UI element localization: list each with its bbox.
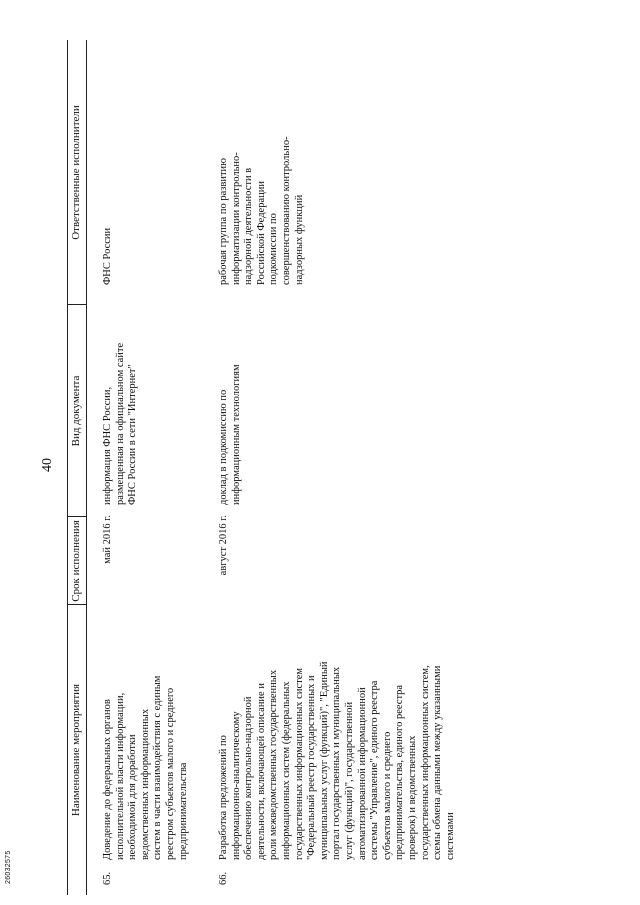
text-line: предпринимательства, единого реестра [394, 684, 406, 860]
rotated-table-page [40, 25, 610, 895]
text-line: ФНС России [102, 227, 113, 285]
text-line: информация ФНС России, [102, 386, 113, 505]
text-line: совершенствованию контрольно- [280, 136, 292, 285]
text-line: системами [444, 812, 456, 860]
text-line: информационным технологиям [230, 364, 242, 505]
text-line: услуг (функций)", государственной [343, 701, 355, 860]
text-line: портал государственных и муниципальных [331, 666, 343, 860]
header-bottom-rule [86, 40, 87, 895]
text-line: информационных систем (федеральных [280, 681, 292, 860]
text-line: надзорных функций [293, 194, 305, 285]
row-66-name [218, 600, 457, 860]
text-line: государственных информационных систем, [419, 665, 431, 860]
row-66-doc-type [218, 305, 243, 505]
text-line: схемы обмена данными между указанными [432, 665, 444, 860]
row-65-name [102, 605, 190, 860]
text-line: ведомственных информационных [139, 708, 151, 860]
text-line: информатизации контрольно- [230, 152, 242, 285]
row-65-deadline: май 2016 г. [102, 515, 113, 564]
text-line: ФНС России в сети "Интернет" [127, 364, 139, 505]
text-line: автоматизированной информационной [356, 687, 368, 860]
row-number: 66. [218, 871, 229, 885]
header-name: Наименование мероприятия [70, 683, 82, 817]
text-line: проверок) и ведомственных [406, 735, 418, 860]
text-line: Российской Федерации [255, 181, 267, 285]
document-stamp: 26032575 [5, 850, 12, 884]
header-deadline: Срок исполнения [70, 520, 82, 602]
text-line: "Федеральный реестр государственных и [306, 675, 318, 860]
text-line: надзорной деятельности в [243, 167, 255, 285]
text-line: системы "Управление", единого реестра [369, 680, 381, 860]
row-65-executors [102, 45, 115, 285]
text-line: доклад в подкомиссию по [218, 389, 229, 505]
text-line: роли межведомственных государственных [268, 669, 280, 860]
row-65-doc-type [102, 305, 140, 505]
row-number: 65. [102, 871, 113, 885]
text-line: государственных информационных систем [293, 668, 305, 860]
text-line: деятельности, включающей описание и [255, 683, 267, 860]
text-line: обеспечению контрольно-надзорной [243, 696, 255, 860]
header-executors: Ответственные исполнители [70, 105, 82, 240]
text-line: систем в части взаимодействия с единым [152, 675, 164, 860]
header-doc-type: Вид документа [70, 375, 82, 447]
text-line: информационно-аналитическому [230, 711, 242, 860]
row-66-deadline: август 2016 г. [218, 515, 229, 576]
text-line: необходимой для доработки [127, 734, 139, 860]
text-line: муниципальных услуг (функций)", "Единый [318, 661, 330, 860]
text-line: подкомиссии по [268, 213, 280, 285]
text-line: Доведение до федеральных органов [102, 699, 113, 860]
text-line: рабочая группа по развитию [218, 158, 229, 285]
text-line: размещенная на официальном сайте [114, 342, 126, 505]
text-line: субъектов малого и среднего [381, 731, 393, 860]
text-line: реестром субъектов малого и среднего [164, 687, 176, 860]
row-66-executors [218, 45, 306, 285]
text-line: предпринимательства [177, 762, 189, 860]
text-line: Разработка предложений по [218, 735, 229, 860]
text-line: исполнительной власти информации, [114, 692, 126, 860]
page-number: 40 [40, 458, 55, 472]
